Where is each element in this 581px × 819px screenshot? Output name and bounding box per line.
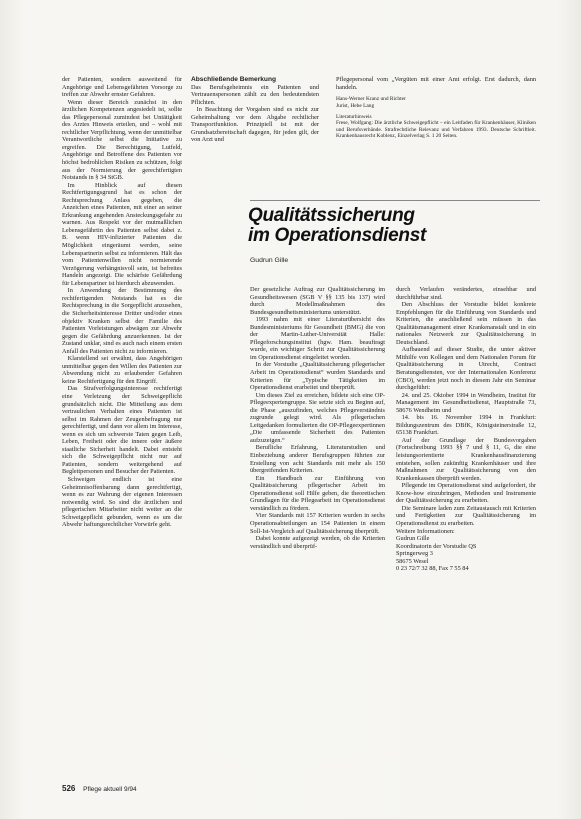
paragraph: Berufliche Erfahrung, Literaturstudien und Einbeziehung anderer Berufsgruppen führten zur Erstellung von acht Standards mit mehr als 150 übergreifenden Kriterien. — [250, 444, 385, 475]
paragraph: In Beachtung der Vorgaben sind es nicht zur Geheimhaltung vor dem Abgabe rechtlicher Transportfunktion. Prinzipiell ist mit der Grundsatzbereitschaft dagegen, für jeden gilt, der von Arzt und — [191, 106, 319, 144]
paragraph: Dabei konnte aufgezeigt werden, ob die Kriterien verständlich und überprüf- — [250, 535, 385, 550]
paragraph: durch Verlaufen verändertes, einsehbar und durchführbar sind. — [396, 286, 536, 301]
paragraph: Pflegepersonal vom „Vergüten mit einer Amt erfolgt. Erst dadurch, dann handeln. — [336, 76, 536, 91]
column-2 — [191, 76, 319, 144]
literature-text: Frese, Wolfgang: Die ärztliche Schweigepflicht – ein Leitfaden für Krankenhäuser, Kliniken und Berufsverbände. Strafrechtliche Relevanz und Verfahren 1993. Deutsche Schriftleit. Krankenhausrecht Koblenz, Einzelverlag S. 1 20 Seiten. — [336, 120, 536, 140]
contact-line: Springerweg 3 — [396, 550, 433, 558]
article-column-2 — [396, 286, 536, 573]
title-line-1: Qualitätssicherung — [248, 205, 415, 226]
paragraph: Das Strafverfolgungsinteresse rechtfertigt eine Verletzung der Schweigepflicht grundsätzlich nicht. Die Mitteilung aus dem vertraulichen Verhalten eines Patienten ist selbst im Rahmen der Zeugenbefragung nur gerechtfertigt, und dann vor allem im Interesse, wenn es sich um schwerste Taten gegen Leib, Leben, Freiheit oder die innere oder äußere staatliche Sicherheit handelt. Dabei entsteht sich die Schweigepflicht nicht nur auf Patienten, sondern weitergehend auf Begleitpersonen und Besucher der Patienten. — [62, 385, 182, 476]
paragraph: In Anwendung der Bestimmung des rechtfertigenden Notstands hat es die Rechtsprechung in die Sorgepflicht anzusehen, die Sicherheitsinteresse Dritter und/oder eines objektiv Kranken selbst der Familie des Patienten Vorleistungen abwägen zur Abwehr gegen die Gefährdung anzuerkennen. Ist der Zustand unklar, sind es auch nach einem ersten Anfall des Patienten nicht zu informieren. — [62, 287, 182, 355]
column-3 — [336, 76, 536, 140]
paragraph: Im Hinblick auf diesen Rechtfertigungsgrund hat es schon der Rechtsprechung Anlass gegeben, die Anzeichen eines Patienten, mit einer an seiner Erkrankung angehenden Ansteckungsgefahr zu warnen. Aus Respekt vor der mutmaßlichen Lebensgefährtin des Patienten selbst dabei z. B. wenn HIV-infizierter Patienten die Möglichkeit eingeräumt werden, seine Lebenspartnerin selbst zu informieren. Hält das vom Patientenwillen nicht normierende Verzögerung verhängnisvoll sein, ist befreites Handeln angezeigt. Die schärfste Gefährdung für Lebenspartner ist hierdurch abzuwenden. — [62, 181, 182, 287]
paragraph: Aufbauend auf dieser Studie, die unter aktiver Mithilfe von Kollegen und dem Nationalen Forum für Qualitätssicherung in Utrecht, Contract Beratungsdiensten, vor der Internationalen Konferenz (CBO), werden jetzt noch in diesem Jahr ein Seminar durchgeführt: — [396, 346, 536, 392]
article-title — [248, 206, 548, 246]
paragraph: der Patienten, sondern ausweitend für Angehörige und Lebensgefährten Vorsorge zu treffen zur Abwehr ernster Gefahren. — [62, 76, 182, 99]
paragraph: Die Seminare laden zum Zeitaustausch mit Kriterien und Fertigkeiten zur Qualitätssicherung im Operationsdienst zu erarbeiten. — [396, 504, 536, 527]
divider — [250, 200, 540, 201]
journal-name: Pflege aktuell 9/94 — [83, 786, 137, 793]
paragraph: Das Berufsgeheimnis ein Patienten und Vertrauenspersonen zählt zu den bedeutendsten Pflichten. — [191, 83, 319, 106]
page-footer — [62, 784, 137, 793]
page-number: 526 — [62, 784, 76, 793]
paragraph: 1993 nahm mit einer Literaturübersicht des Bundesministeriums für Gesundheit (BMG) die von der Martin-Luther-Universität Halle: Pflegeforschungsinstitut (hgw. Ham. beauftragt wurde, ein wichtiger Schritt zur Qualitätssicherung im Operationsdienst eingeleitet worden. — [250, 316, 385, 361]
contact-line: Weitere Informationen: — [396, 527, 455, 535]
contact-line: 58675 Wesel — [396, 557, 429, 565]
paragraph: Vier Standards mit 157 Kriterien wurden in sechs Operationsabteilungen an 154 Patienten in einem Soll-Ist-Vergleich auf Qualitätssicherung überprüft. — [250, 512, 385, 535]
paragraph: Der gesetzliche Auftrag zur Qualitätssicherung im Gesundheitswesen (SGB V §§ 135 bis 137) wird durch Modellmaßnahmen des Bundesgesundheitsministeriums unterstützt. — [250, 286, 385, 316]
paragraph: Auf der Grundlage der Bundesvorgaben (Fortschreibung 1993 §§ 7 und § 11, G, die eine leistungsorientierte Krankenhausfinanzierung entstehen, sollen zukünftig Krankenhäuser und ihre Maßnahmen zur Qualitätssicherung von den Krankenkassen überprüft werden. — [396, 436, 536, 482]
paragraph: In der Vorstudie „Qualitätssicherung pflegerischer Arbeit im Operationsdienst“ wurden Standards und Kriterien für „Typische Tätigkeiten im Operationsdienst erarbeitet und überprüft. — [250, 361, 385, 392]
paragraph: Schweigen endlich ist eine Geheimnisoffenbarung dann gerechtfertigt, wenn es zur Wahrung der eigenen Interessen notwendig wird. So sind die ärztlichen und pflegerischen Mitarbeiter nicht weiter an die Schweigepflicht gebunden, wenn es um die Abwehr haftungsrechtlicher Vorwürfe geht. — [62, 475, 182, 529]
title-line-2: im Operationsdienst — [248, 225, 427, 246]
contact-line: 0 23 72/7 32 88, Fax 7 55 84 — [396, 565, 469, 573]
paragraph: Pflegende im Operationsdienst sind aufgefordert, ihr Know-how einzubringen, Methoden und Instrumente der Qualitätssicherung zu erarbeiten. — [396, 482, 536, 505]
paragraph: Den Abschluss der Vorstudie bildet konkrete Empfehlungen für die Einführung von Standards und Kriterien, die anschließend sein müssen in das Qualitätsmanagement einer Krankenanstalt und in ein nationales Netzwerk zur Qualitätssicherung in Deutschland. — [396, 301, 536, 346]
article-author: Gudrun Gille — [250, 257, 289, 264]
paragraph: Ein Handbuch zur Einführung von Qualitätssicherung pflegerischer Arbeit im Operationsdienst soll Hilfe geben, die theoretischen Grundlagen für die Pflegearbeit im Operationsdienst verständlich zu fördern. — [250, 474, 385, 512]
paragraph: 14. bis 16. November 1994 in Frankfurt: Bildungszentrum des DBfK, Königsteinerstraße 12, 65138 Frankfurt. — [396, 414, 536, 437]
paragraph: Klarstellend sei erwähnt, dass Angehörigen unmittelbar gegen den Willen des Patienten zur Abwendung nicht zu erlaubender Gefahren keine Rechtfertigung für den Eingriff. — [62, 355, 182, 385]
article-column-1 — [250, 286, 385, 550]
author-line: Hans-Werner Kranz und Richter — [336, 96, 406, 103]
literature-heading: Literaturhinweis — [336, 113, 372, 120]
contact-line: Gudrun Gille — [396, 535, 430, 543]
section-heading: Abschließende Bemerkung — [191, 76, 277, 83]
contact-line: Koordinatorin der Vorstudie QS — [396, 542, 477, 550]
paragraph: Wenn dieser Bereich zunächst in den ärztlichen Kompetenzen angesiedelt ist, sollte das Pflegepersonal zumindest bei Untätigkeit des Arztes Hinweis erteilen, und – wohl mit rechtlicher Verpflichtung, wenn der unmittelbar Verantwortliche selbst die Initiative zu ergreifen. Die Berechtigung, Lutfeld, Angehörige und Betroffene des Patienten vor höchst bedrohlichen Risiken zu schützen, folgt aus der Normierung der gerechtfertigten Notstands in § 34 StGB. — [62, 98, 183, 182]
author-line-2: Jurist, Hebe Lang — [336, 102, 375, 109]
column-1 — [62, 76, 182, 529]
paragraph: 24. und 25. Oktober 1994 in Wendheim, Institut für Management im Gesundheitsdienst, Hauptstraße 73, 58676 Wendheim und — [396, 391, 536, 414]
paragraph: Um dieses Ziel zu erreichen, bildete sich eine OP-Pflegeexpertengruppe. Sie setzte sich zu Beginn auf, die Phase „auszufinden, welches Pflegeverständnis zugrunde gelegt wird. Als pflegerischen Leitgedanken formulierten die OP-Pflegeexpertinnen „Die umfassende Sicherheit des Patienten aufzuzeigen.“ — [250, 391, 385, 444]
